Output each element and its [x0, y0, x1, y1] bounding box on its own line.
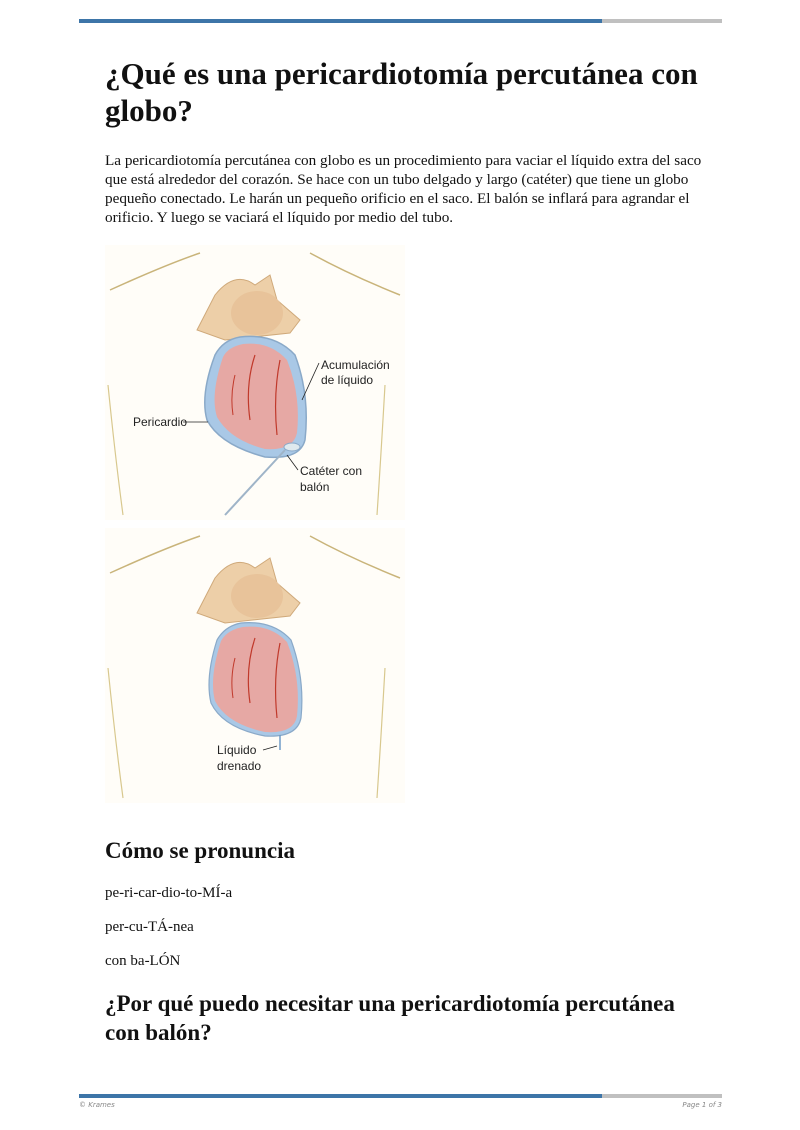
intro-paragraph: La pericardiotomía percutánea con globo es un procedimiento para vaciar el líquido extra del saco que está alrededor del corazón. Se hace con un tubo delgado y largo (catéter) que tiene un globo pequeño conectado. Le harán un pequeño orificio en el saco. El balón se inflará para agrandar el orificio. Y luego se vaciará el líquido por medio del tubo. [105, 152, 702, 226]
label-catheter-1: Catéter con [300, 464, 363, 478]
page-title: ¿Qué es una pericardiotomía percutánea con globo? [105, 56, 698, 128]
heart-drained-diagram [105, 528, 405, 803]
heart-catheter-diagram [105, 245, 405, 520]
section-heading-why: ¿Por qué puedo necesitar una pericardiotomía percutánea con balón? [105, 991, 675, 1045]
bottom-progress-fill [79, 1094, 602, 1098]
illustration-heart-fluid-buildup [105, 245, 405, 520]
footer-copyright: © Krames [79, 1101, 115, 1109]
pronunciation-line: con ba-LÓN [105, 953, 181, 969]
label-fluid-buildup-1: Acumulación [321, 358, 390, 372]
bottom-progress-bar [79, 1094, 722, 1098]
label-pericardium: Pericardio [133, 415, 188, 429]
label-catheter-2: balón [300, 480, 330, 494]
pronunciation-heading: Cómo se pronuncia [105, 838, 295, 863]
pronunciation-line: pe-ri-car-dio-to-MÍ-a [105, 885, 233, 901]
top-progress-fill [79, 19, 602, 23]
label-fluid-buildup-2: de líquido [321, 373, 374, 387]
label-drained-2: drenado [217, 759, 262, 773]
top-progress-bar [79, 19, 722, 23]
pronunciation-line: per-cu-TÁ-nea [105, 919, 194, 935]
footer-page-number: Page 1 of 3 [682, 1101, 722, 1109]
illustration-heart-fluid-drained [105, 528, 405, 803]
label-drained-1: Líquido [217, 743, 257, 757]
